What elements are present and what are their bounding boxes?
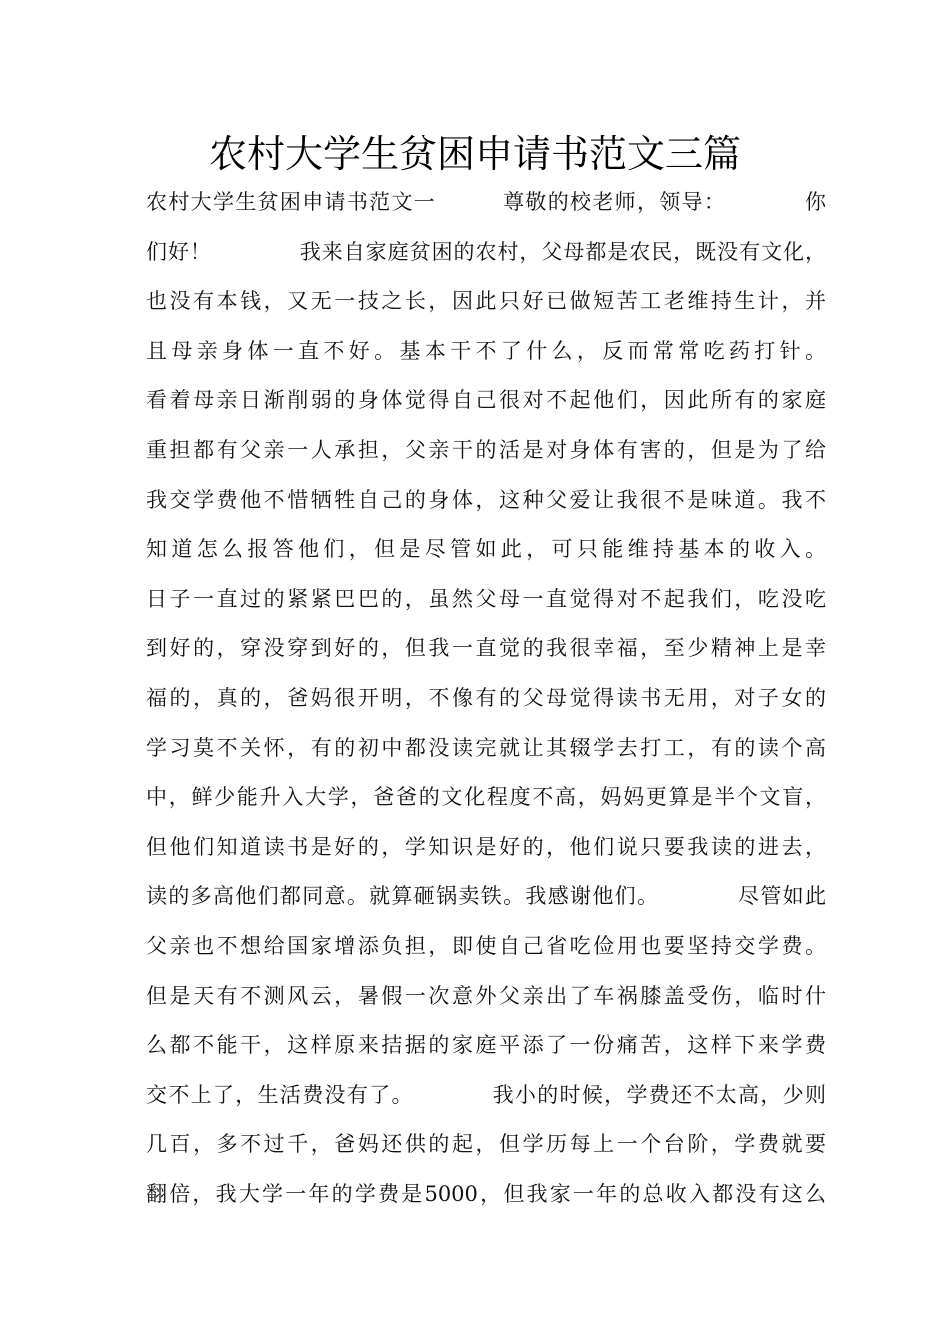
paragraph-line: 农村大学生贫困申请书范文一 尊敬的校老师，领导： 你 bbox=[146, 190, 826, 214]
paragraph-line: 且母亲身体一直不好。基本干不了什么，反而常常吃药打针。 bbox=[146, 338, 826, 363]
document-body bbox=[146, 178, 826, 1219]
paragraph-line: 知道怎么报答他们，但是尽管如此，可只能维持基本的收入。 bbox=[146, 537, 826, 562]
paragraph-line: 们好！ 我来自家庭贫困的农村，父母都是农民，既没有文化， bbox=[146, 239, 826, 264]
paragraph-line: 也没有本钱，又无一技之长，因此只好已做短苦工老维持生计，并 bbox=[146, 289, 826, 314]
paragraph-line: 日子一直过的紧紧巴巴的，虽然父母一直觉得对不起我们，吃没吃 bbox=[146, 586, 826, 611]
paragraph-line: 学习莫不关怀，有的初中都没读完就让其辍学去打工，有的读个高 bbox=[146, 735, 826, 760]
paragraph-line: 福的，真的，爸妈很开明，不像有的父母觉得读书无用，对子女的 bbox=[146, 685, 826, 710]
paragraph-line: 么都不能干，这样原来拮据的家庭平添了一份痛苦，这样下来学费 bbox=[146, 1033, 826, 1058]
paragraph-line: 看着母亲日渐削弱的身体觉得自己很对不起他们，因此所有的家庭 bbox=[146, 388, 826, 413]
paragraph-line: 几百，多不过千，爸妈还供的起，但学历每上一个台阶，学费就要 bbox=[146, 1132, 826, 1157]
paragraph-line: 翻倍，我大学一年的学费是5000，但我家一年的总收入都没有这么 bbox=[146, 1181, 826, 1206]
paragraph-line: 到好的，穿没穿到好的，但我一直觉的我很幸福，至少精神上是幸 bbox=[146, 636, 826, 661]
paragraph-line: 我交学费他不惜牺牲自己的身体，这种父爱让我很不是味道。我不 bbox=[146, 487, 826, 512]
paragraph-line: 但是天有不测风云，暑假一次意外父亲出了车祸膝盖受伤，临时什 bbox=[146, 983, 826, 1008]
paragraph-line: 但他们知道读书是好的，学知识是好的，他们说只要我读的进去， bbox=[146, 834, 826, 859]
paragraph-line: 父亲也不想给国家增添负担，即使自己省吃俭用也要坚持交学费。 bbox=[146, 933, 826, 958]
paragraph-line: 交不上了，生活费没有了。 我小的时候，学费还不太高，少则 bbox=[146, 1082, 826, 1107]
document-title: 农村大学生贫困申请书范文三篇 bbox=[208, 132, 741, 176]
paragraph-line: 重担都有父亲一人承担，父亲干的活是对身体有害的，但是为了给 bbox=[146, 437, 826, 462]
paragraph-line: 中，鲜少能升入大学，爸爸的文化程度不高，妈妈更算是半个文盲， bbox=[146, 785, 826, 810]
paragraph-line: 读的多高他们都同意。就算砸锅卖铁。我感谢他们。 尽管如此 bbox=[146, 884, 826, 909]
